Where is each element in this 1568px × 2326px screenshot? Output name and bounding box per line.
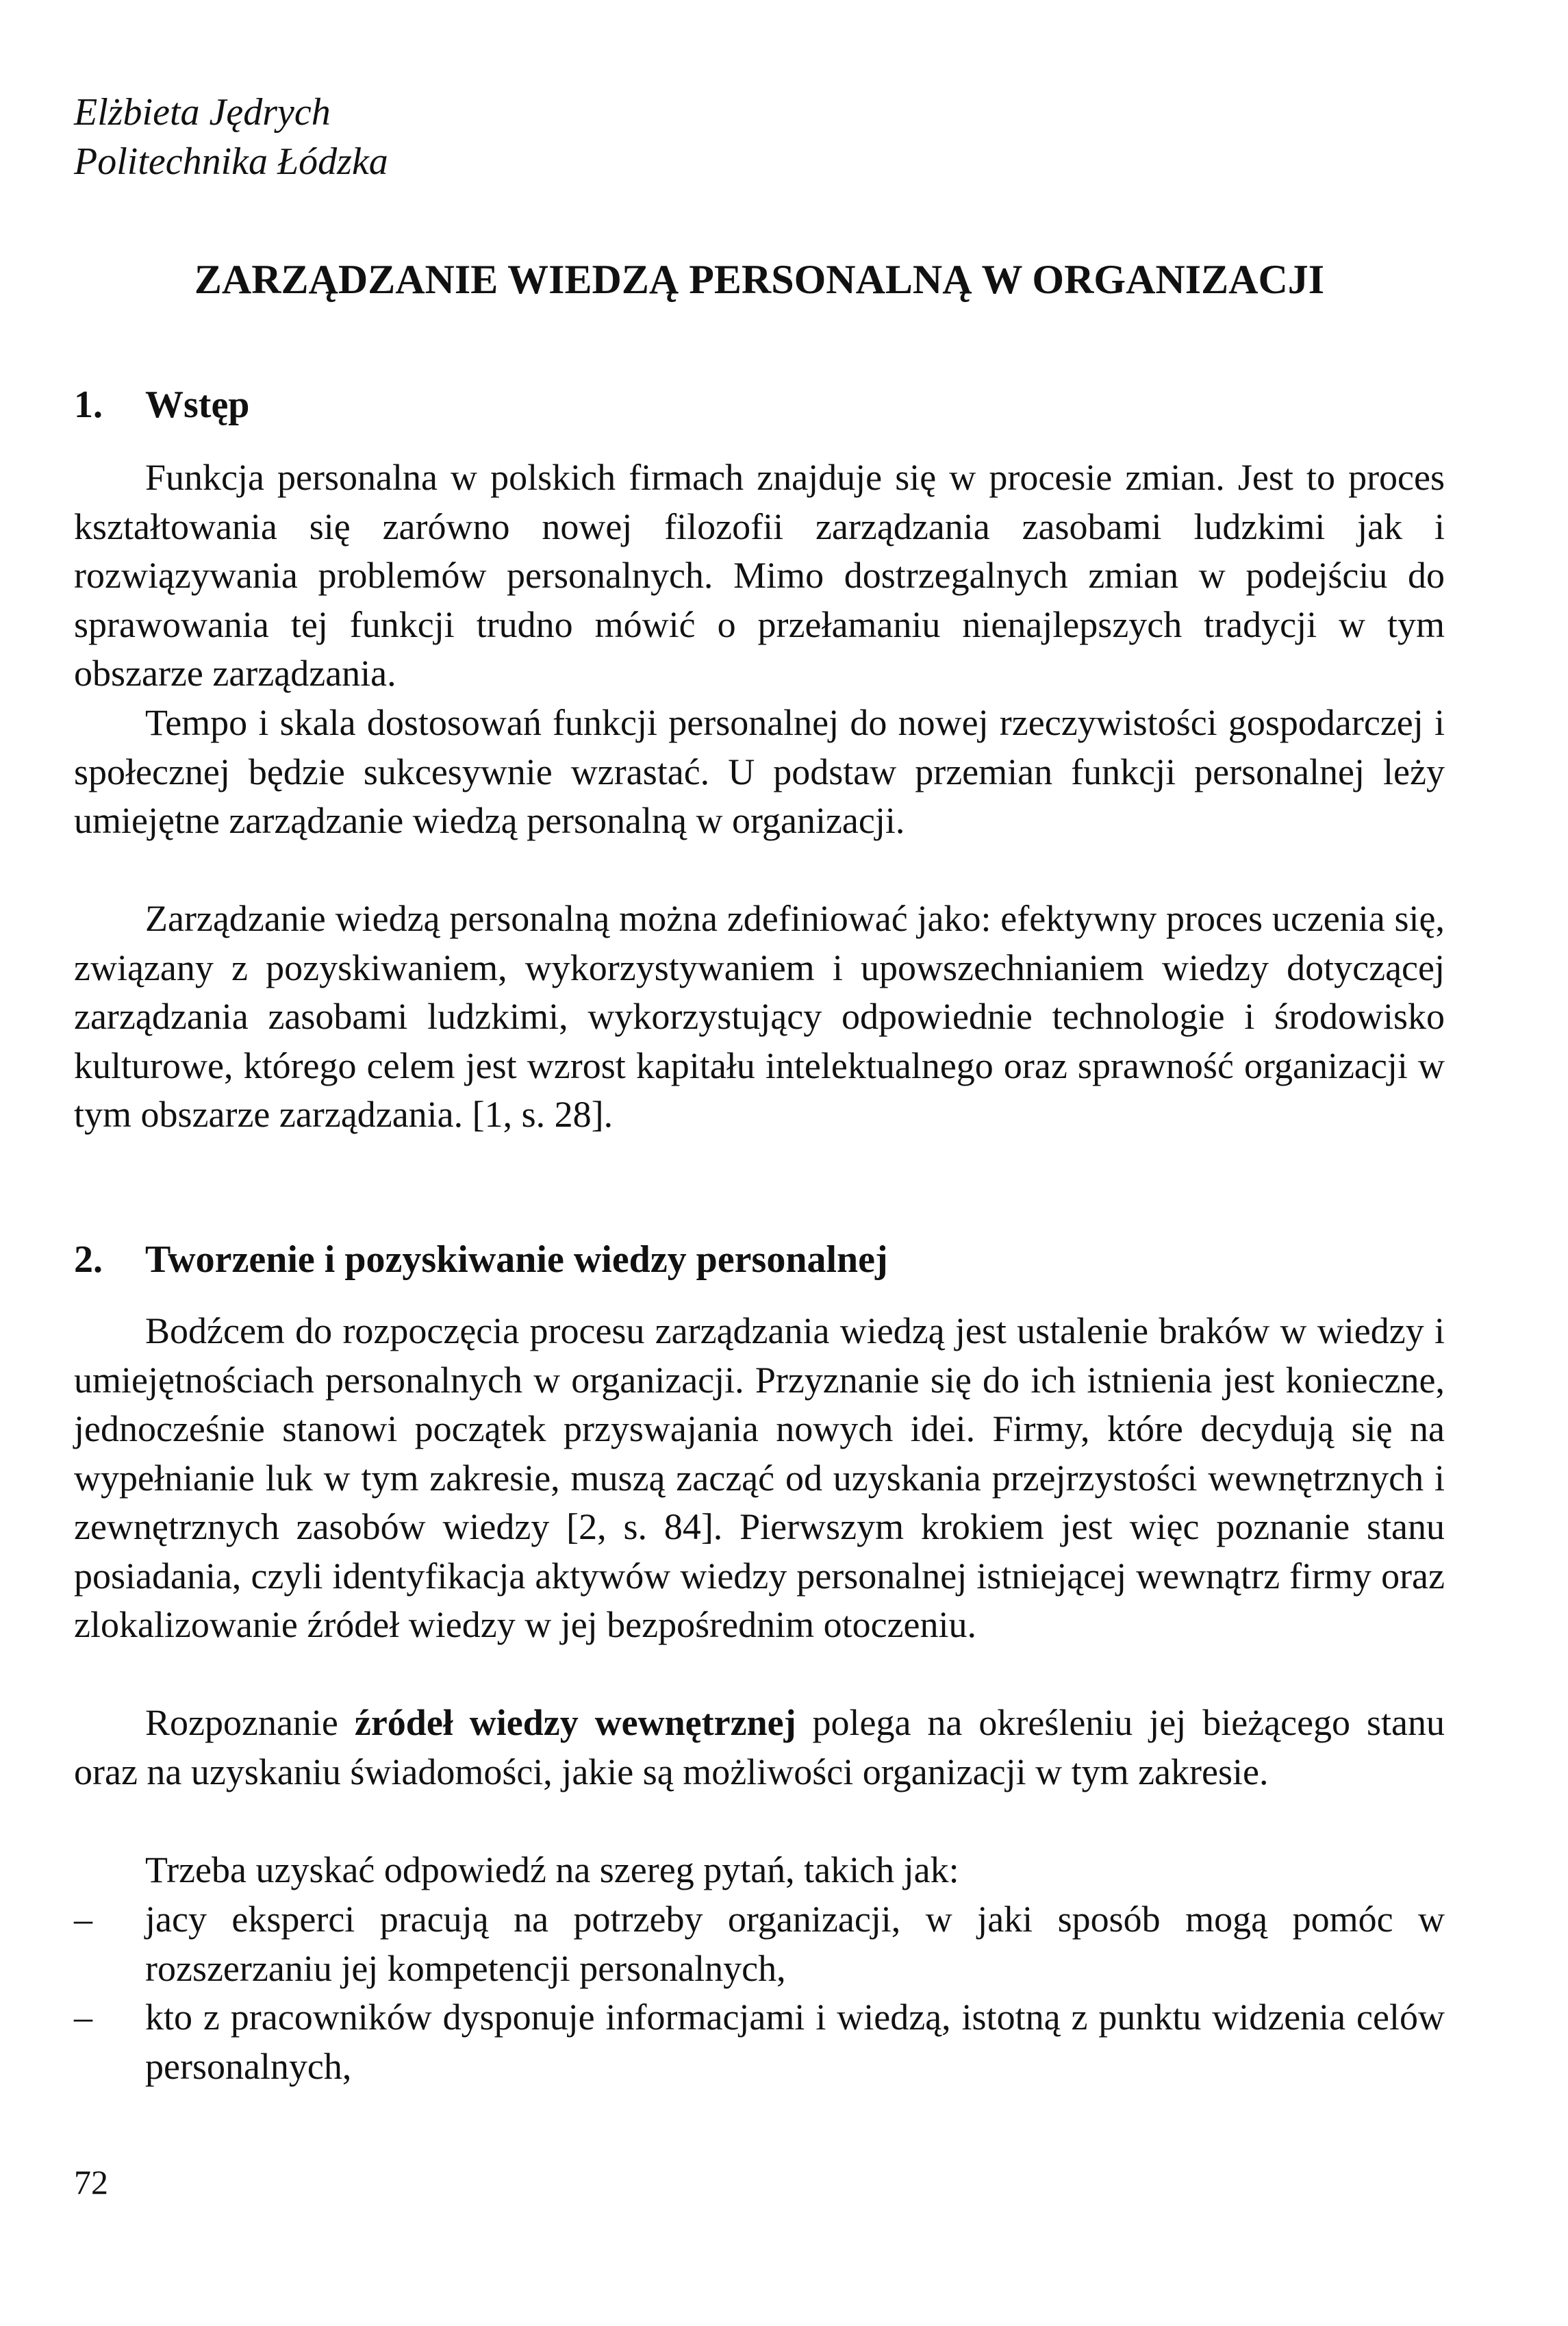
section-1-number: 1.	[74, 384, 103, 426]
emphasized-term: źródeł wiedzy wewnętrznej	[354, 1702, 796, 1743]
section-1-title: Wstęp	[145, 384, 250, 426]
author-name: Elżbieta Jędrych	[74, 91, 331, 134]
section-2-number: 2.	[74, 1238, 103, 1281]
section-2-title: Tworzenie i pozyskiwanie wiedzy personalnej	[145, 1238, 888, 1281]
list-item	[74, 1895, 1445, 1993]
section-1-heading	[74, 380, 249, 429]
page-number: 72	[74, 2163, 108, 2201]
section-2-paragraph: Bodźcem do rozpoczęcia procesu zarządzania wiedzą jest ustalenie braków w wiedzy i umiejętnościach personalnych w organizacji. Przyznanie się do ich istnienia jest konieczne, jednocześnie stanowi początek przyswajania nowych idei. Firmy, które decydują się na wypełnianie luk w tym zakresie, muszą zacząć od uzyskania przejrzystości wewnętrznych i zewnętrznych zasobów wiedzy [2, s. 84]. Pierwszym krokiem jest więc poznanie stanu posiadania, czyli identyfikacja aktywów wiedzy personalnej istniejącej wewnątrz firmy oraz zlokalizowanie źródeł wiedzy w jej bezpośrednim otoczeniu.	[74, 1310, 1445, 1645]
author-affiliation: Politechnika Łódzka	[74, 140, 388, 183]
list-item	[74, 1993, 1445, 2091]
paragraph-text: polega na określeniu jej bieżącego stanu oraz na uzyskaniu świadomości, jakie są możliwości organizacji w tym zakresie.	[74, 1702, 1445, 1792]
section-1-paragraph: Funkcja personalna w polskich firmach znajduje się w procesie zmian. Jest to proces kształtowania się zarówno nowej filozofii zarządzania zasobami ludzkimi jak i rozwiązywania problemów personalnych. Mimo dostrzegalnych zmian w podejściu do sprawowania tej funkcji trudno mówić o przełamaniu nienajlepszych tradycji w tym obszarze zarządzania.	[74, 457, 1445, 694]
paragraph-text: Rozpoznanie	[145, 1702, 355, 1743]
author-block	[74, 88, 388, 186]
bullet-dash: –	[74, 1997, 92, 2038]
section-2-paragraph-sources	[74, 1699, 1445, 1797]
list-item-text: kto z pracowników dysponuje informacjami i wiedzą, istotną z punktu widzenia celów personalnych,	[145, 1997, 1445, 2087]
section-2-paragraph: Trzeba uzyskać odpowiedź na szereg pytań, takich jak:	[145, 1849, 959, 1890]
list-item-text: jacy eksperci pracują na potrzeby organizacji, w jaki sposób mogą pomóc w rozszerzaniu jej kompetencji personalnych,	[145, 1899, 1445, 1989]
section-1-paragraph: Tempo i skala dostosowań funkcji personalnej do nowej rzeczywistości gospodarczej i społecznej będzie sukcesywnie wzrastać. U podstaw przemian funkcji personalnej leży umiejętne zarządzanie wiedzą personalną w organizacji.	[74, 702, 1445, 841]
section-2-heading	[74, 1235, 888, 1284]
bullet-dash: –	[74, 1899, 92, 1940]
section-1-paragraph: Zarządzanie wiedzą personalną można zdefiniować jako: efektywny proces uczenia się, związany z pozyskiwaniem, wykorzystywaniem i upowszechnianiem wiedzy dotyczącej zarządzania zasobami ludzkimi, wykorzystujący odpowiednie technologie i środowisko kulturowe, którego celem jest wzrost kapitału intelektualnego oraz sprawność organizacji w tym obszarze zarządzania. [1, s. 28].	[74, 898, 1445, 1135]
document-title: ZARZĄDZANIE WIEDZĄ PERSONALNĄ W ORGANIZACJI	[194, 257, 1325, 302]
